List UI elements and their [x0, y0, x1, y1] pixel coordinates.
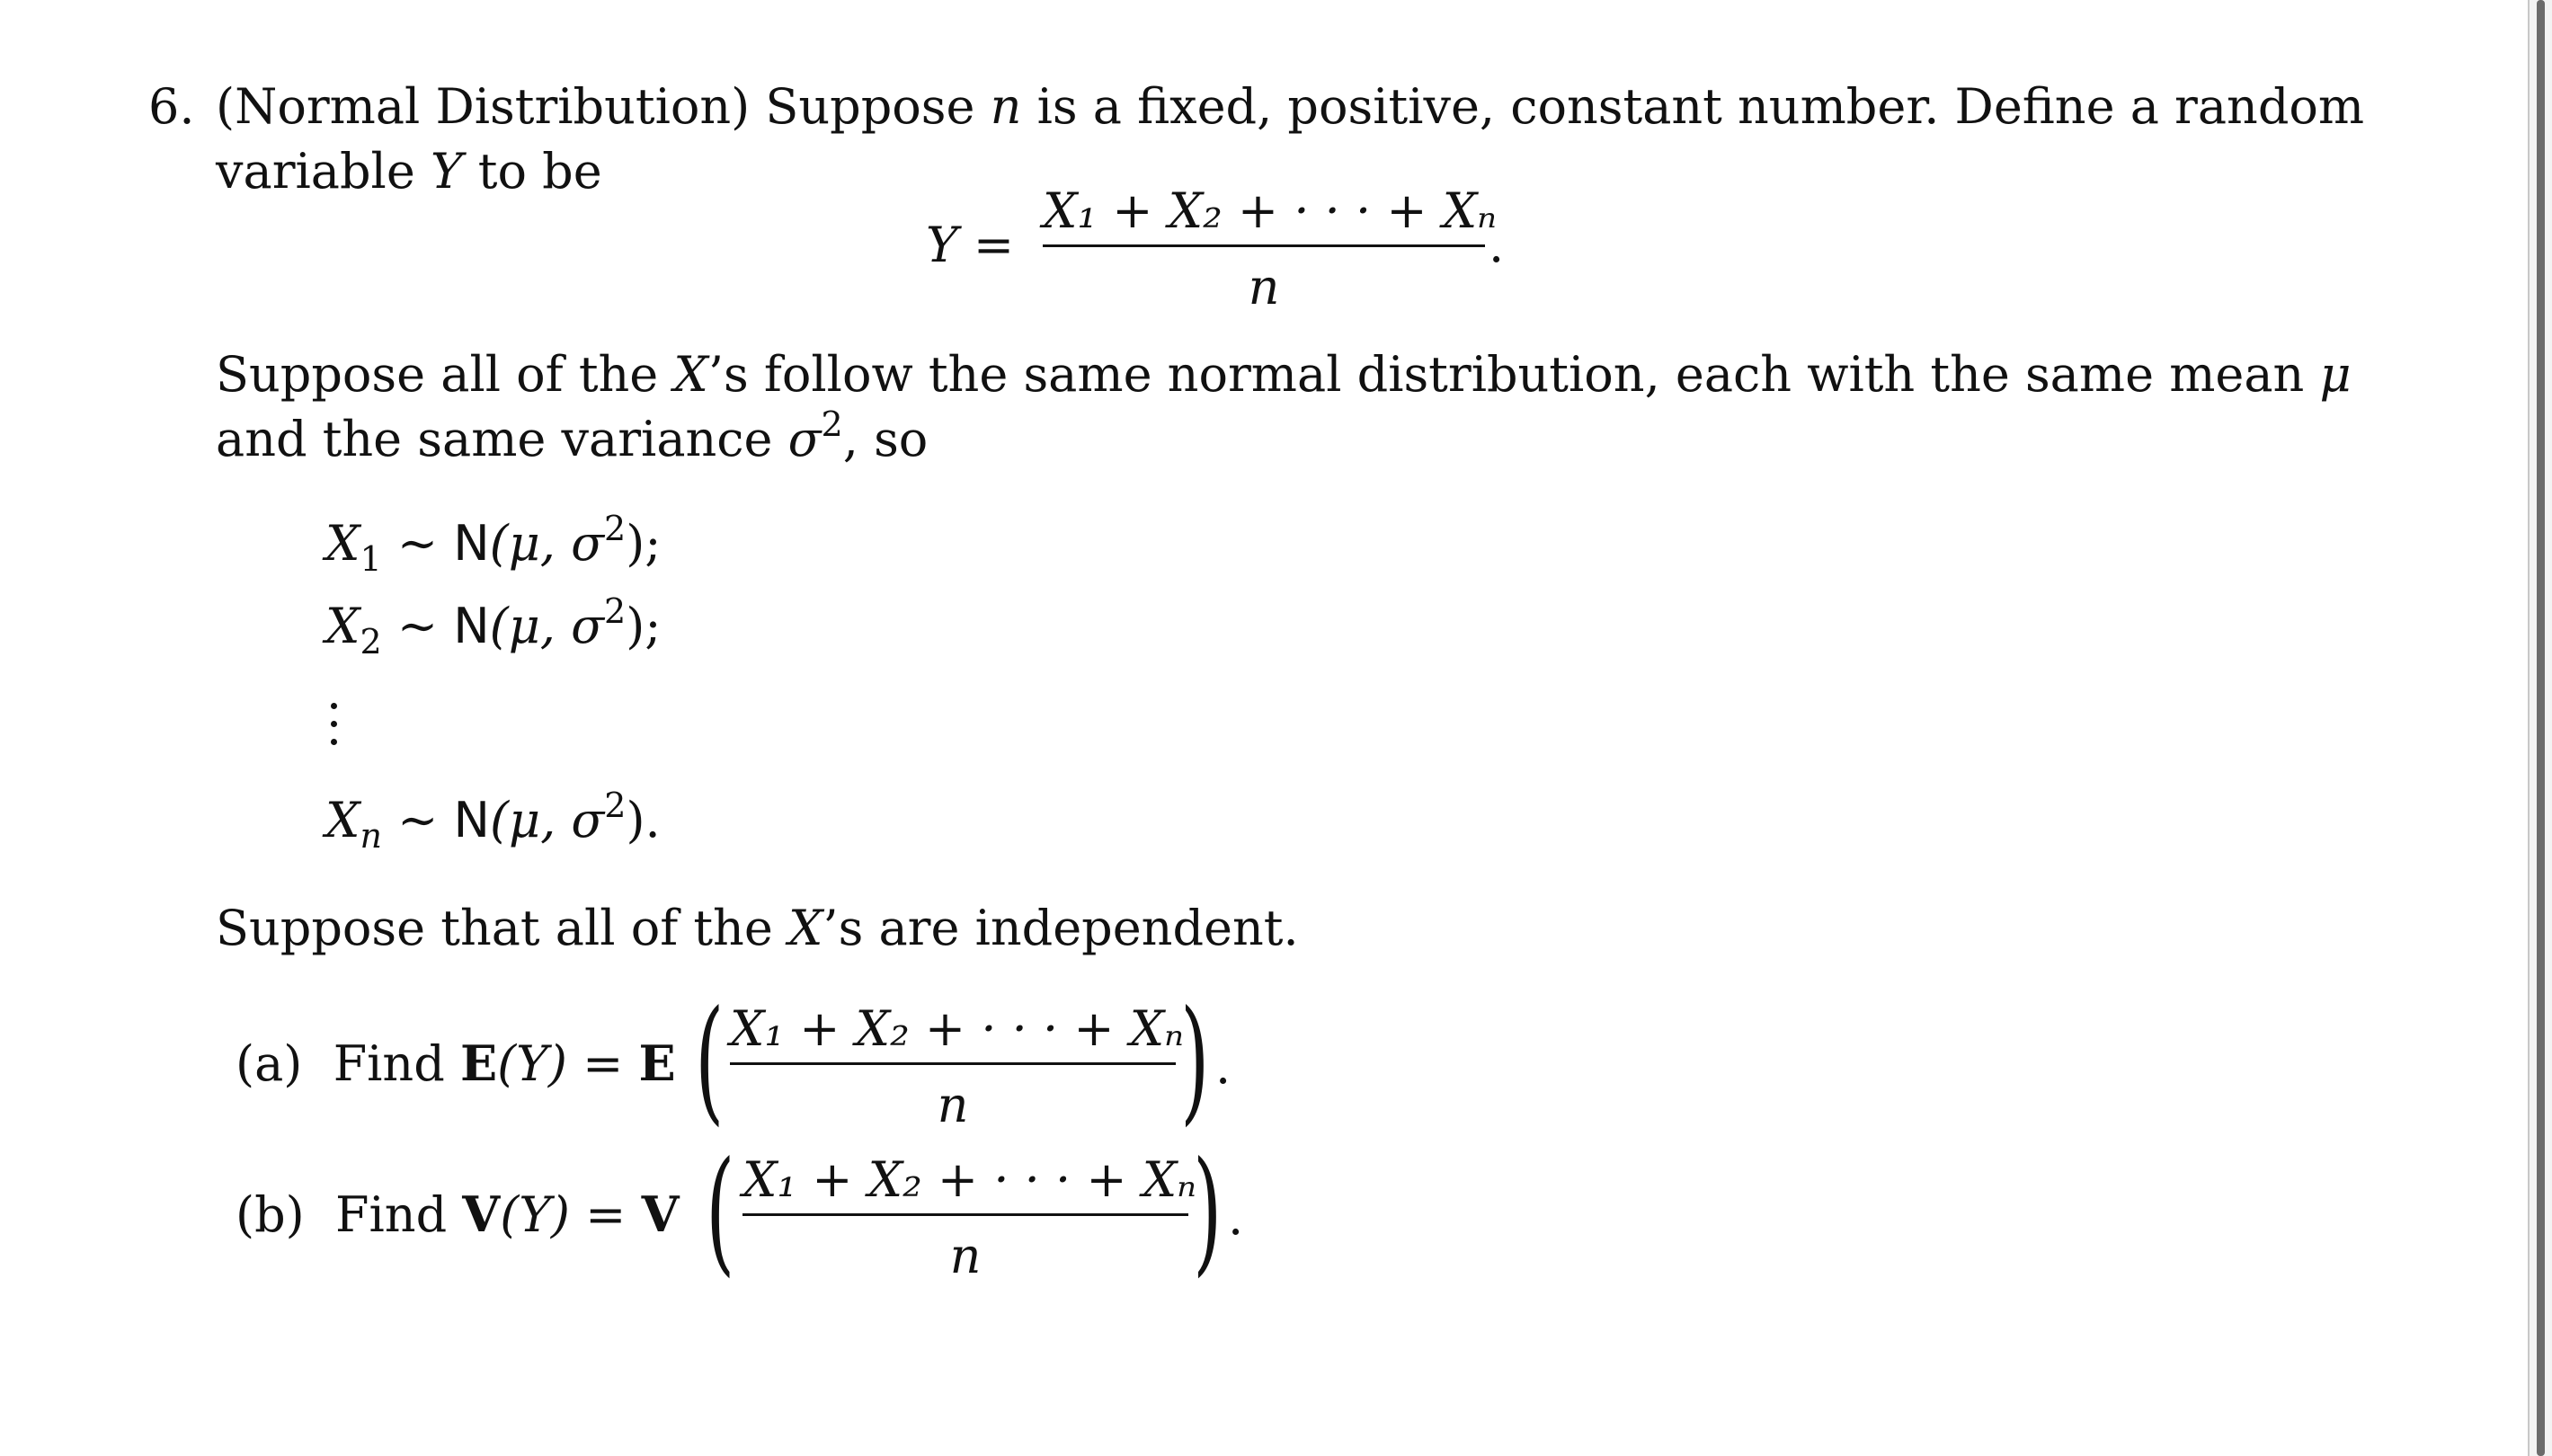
paragraph-2-line-2: and the same variance $\sigma^2$, so [216, 404, 929, 467]
part-b-label: (b) [236, 1186, 305, 1243]
fraction-denominator: n [1248, 259, 1280, 315]
distribution-line-1: $X_1$ ∼ N(μ, $\sigma^2$); [325, 509, 662, 579]
vertical-ellipsis [331, 703, 340, 757]
part-a-numerator: X₁ + X₂ + · · · + Xₙ [730, 1000, 1185, 1057]
part-b-left-paren: ( [706, 1133, 735, 1290]
problem-number: 6. [148, 78, 195, 135]
distribution-line-n: $X_n$ ∼ N(μ, $\sigma^2$). [325, 786, 661, 856]
part-a-right-paren: ) [1180, 982, 1210, 1139]
part-a-period: . [1215, 1038, 1232, 1095]
part-a-label: (a) [236, 1035, 303, 1092]
part-b-fraction [742, 1151, 1197, 1284]
part-b-denominator: n [949, 1228, 982, 1284]
definition-fraction [1043, 182, 1498, 315]
problem-intro-line-1 [148, 78, 195, 135]
problem-intro-line-2: variable Y to be [216, 143, 602, 200]
scrollbar-thumb[interactable] [2537, 0, 2545, 1456]
definition-lhs: Y = [926, 217, 1015, 273]
part-b-period: . [1228, 1189, 1244, 1246]
distribution-line-2: $X_2$ ∼ N(μ, $\sigma^2$); [325, 591, 662, 661]
part-a-denominator: n [937, 1077, 969, 1133]
independence-statement: Suppose that all of the X’s are independent. [216, 900, 1299, 956]
part-a-left-paren: ( [695, 982, 725, 1139]
problem-intro-text-1: (Normal Distribution) Suppose n is a fixed, positive, constant number. Define a random [216, 78, 2365, 135]
part-b-numerator: X₁ + X₂ + · · · + Xₙ [742, 1151, 1197, 1208]
part-b: (b) Find V(Y) = V [236, 1185, 680, 1243]
fraction-bar [1043, 244, 1485, 247]
definition-period: . [1489, 217, 1505, 273]
part-b-right-paren: ) [1193, 1133, 1223, 1290]
part-a: (a) Find E(Y) = E [236, 1034, 676, 1092]
paragraph-2-line-1: Suppose all of the X’s follow the same normal distribution, each with the same mean μ [216, 346, 2352, 403]
fraction-numerator: X₁ + X₂ + · · · + Xₙ [1043, 182, 1498, 239]
part-a-fraction [730, 1000, 1185, 1133]
